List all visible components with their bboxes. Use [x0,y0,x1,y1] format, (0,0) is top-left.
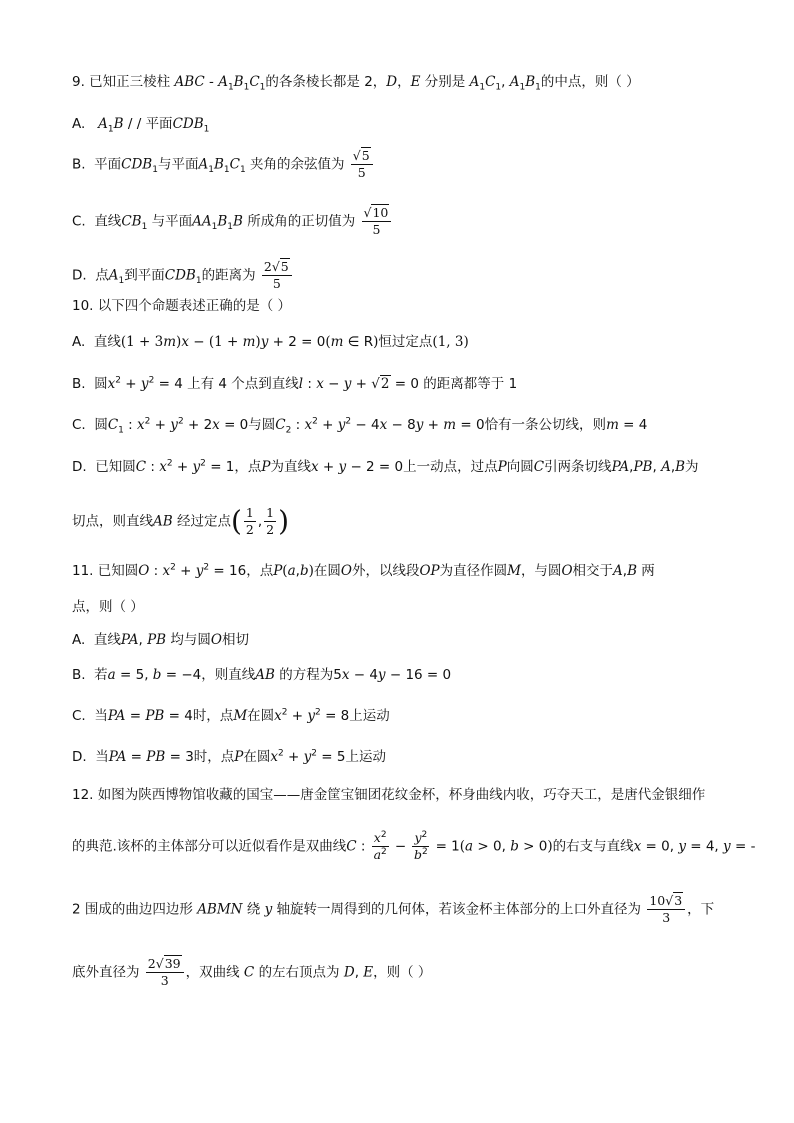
q10-option-d-cont: 切点，则直线AB 经过定点( $\frac{1}{2}$ , $\frac{1}{2}$ ) [72,504,290,538]
q10-option-d[interactable]: D. 已知圆C : $x^2 + y^2 = 1$，点P为直线x + y − 2 = 0上一动点，过点P向圆C引两条切线PA,PB, A,B为 [72,458,699,475]
q10-option-a[interactable]: A. 直线(1 + 3m)x − (1 + m)y + 2 = 0(m ∈ R)恒过定点(1, 3) [72,334,469,350]
q10-option-c[interactable]: C. 圆$C_1$ : $x^2 + y^2 + 2x = 0$与圆$C_2$ : $x^2 + y^2 - 4x - 8y + m = 0$恰有一条公切线，则m = 4 [72,416,648,436]
q11-option-b[interactable]: B. 若a = 5, b = −4，则直线AB 的方程为5x − 4y − 16 = 0 [72,667,452,683]
q11-option-a[interactable]: A. 直线PA, PB 均与圆O相切 [72,632,249,648]
q9-option-d[interactable]: D. 点$A_1$到平面$CDB_1$的距离为 $\frac{2√5}{5}$ [72,259,294,292]
q9-option-a[interactable]: A. $A_1B$ / / 平面$CDB_1$ [72,116,210,135]
q9-stem: 9. 已知正三棱柱 ABC - $A_1B_1C_1$的各条棱长都是 2，D，E 分别是 $A_1C_1$, $A_1B_1$的中点，则（ ） [72,74,640,93]
q9-option-b[interactable]: B. 平面$CDB_1$与平面$A_1B_1C_1$ 夹角的余弦值为 $\frac{√5}{5}$ [72,148,375,181]
q12-line-3: 2 围成的曲边四边形 ABMN 绕 y 轴旋转一周得到的几何体，若该金杯主体部分的上口外直径为 $\frac{10√3}{3}$ ，下 [72,893,715,925]
q9-option-c[interactable]: C. 直线$CB_1$ 与平面$AA_1B_1B$ 所成角的正切值为 $\frac{√10}{5}$ [72,205,393,238]
q11-stem-cont: 点，则（ ） [72,599,144,615]
q12-line-2: 的典范.该杯的主体部分可以近似看作是双曲线C : $\frac{x^2}{a^2}$ − $\frac{y^2}{b^2}$ = 1(a > 0, b > 0)的右支与直线x = 0, y = 4, y = - [72,829,756,862]
q12-line-4: 底外直径为 $\frac{2√39}{3}$ ，双曲线 C 的左右顶点为 D, E，则（ ） [72,956,432,988]
q11-stem: 11. 已知圆O : $x^2 + y^2 = 16$，点P(a,b)在圆O外，以线段OP为直径作圆M，与圆O相交于A,B 两 [72,562,655,579]
q12-line-1: 12. 如图为陕西博物馆收藏的国宝——唐金筐宝钿团花纹金杯，杯身曲线内收，巧夺天工，是唐代金银细作 [72,787,706,803]
q11-option-c[interactable]: C. 当PA = PB = 4时，点M在圆$x^2 + y^2 = 8$上运动 [72,707,390,724]
q10-stem: 10. 以下四个命题表述正确的是（ ） [72,298,292,314]
q11-option-d[interactable]: D. 当PA = PB = 3时，点P在圆$x^2 + y^2 = 5$上运动 [72,748,386,765]
q10-option-b[interactable]: B. 圆$x^2 + y^2 = 4$ 上有 4 个点到直线l : x − y + √2 = 0 的距离都等于 1 [72,375,518,392]
